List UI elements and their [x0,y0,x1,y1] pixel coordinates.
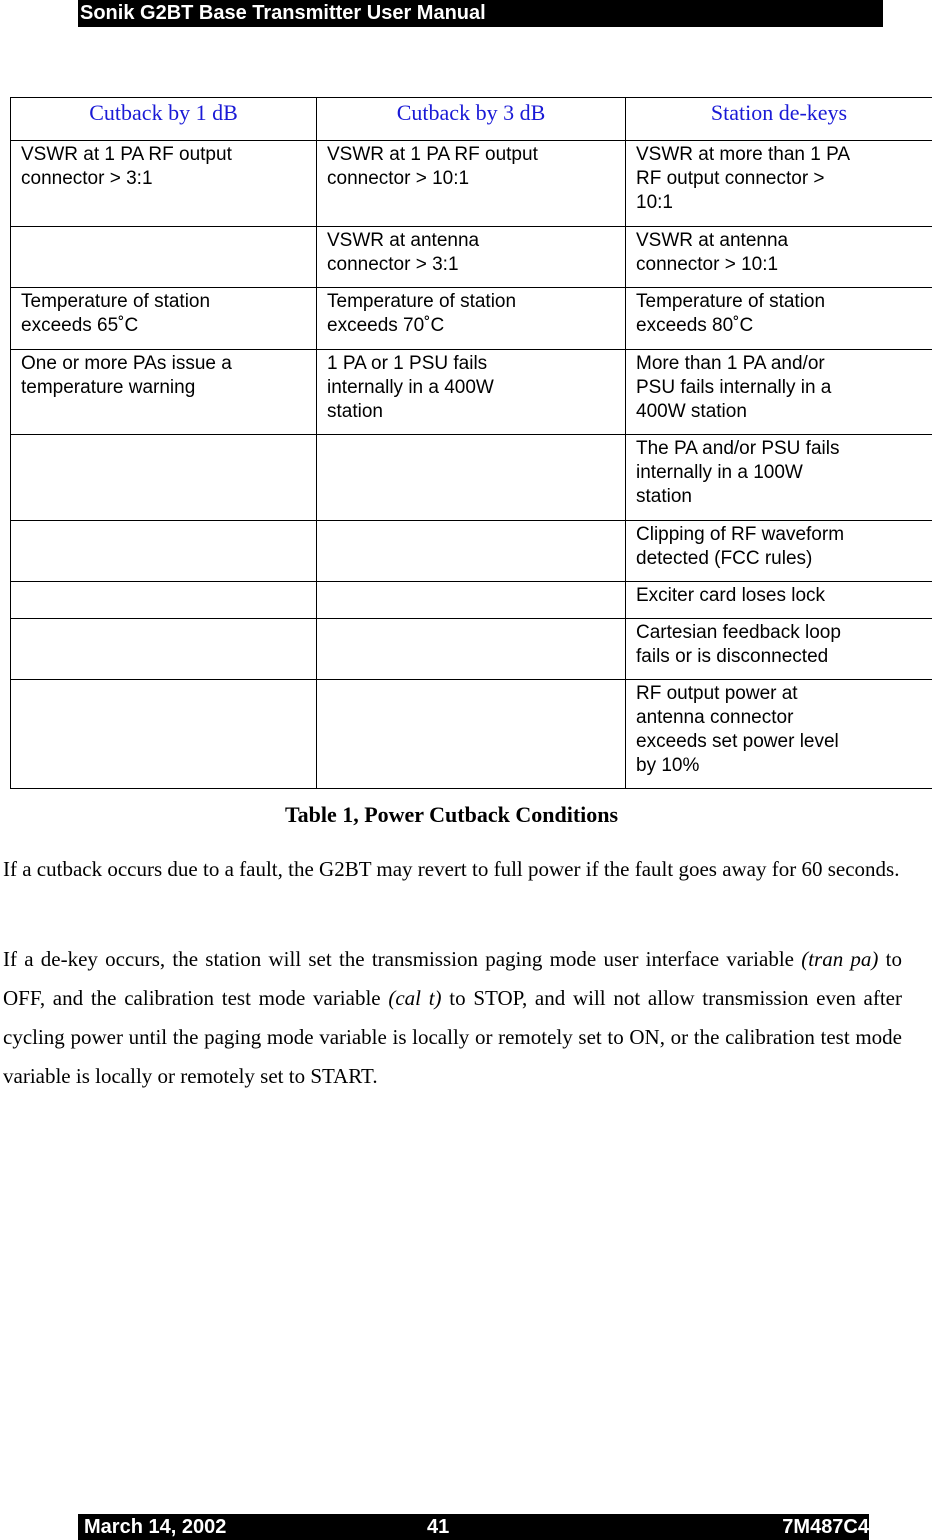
paragraph-dekey-behavior [3,940,902,1096]
variable-cal-t: (cal t) [388,986,442,1010]
table-cell: VSWR at antenna connector > 3:1 [317,227,626,288]
table-row [11,141,932,227]
table-cell: VSWR at more than 1 PA RF output connector > 10:1 [626,141,932,227]
table-cell [317,521,626,582]
table-cell [11,227,317,288]
manual-title: Sonik G2BT Base Transmitter User Manual [80,2,486,24]
table-cell [317,680,626,789]
power-cutback-table [10,97,932,789]
page-number: 41 [427,1516,450,1538]
column-header: Station de-keys [626,98,932,141]
table-cell: One or more PAs issue a temperature warning [11,350,317,435]
table-cell [11,619,317,680]
table-cell: More than 1 PA and/or PSU fails internally in a 400W station [626,350,932,435]
table-cell: The PA and/or PSU fails internally in a 100W station [626,435,932,521]
table-cell: Temperature of station exceeds 80˚C [626,288,932,350]
table-cell [11,582,317,619]
table-cell: Temperature of station exceeds 70˚C [317,288,626,350]
variable-tran-pa: (tran pa) [801,947,879,971]
table-cell [317,582,626,619]
document-id: 7M487C4 [782,1516,869,1538]
table-cell: VSWR at antenna connector > 10:1 [626,227,932,288]
table-row [11,582,932,619]
table-caption: Table 1, Power Cutback Conditions [284,802,619,827]
table-cell: Cartesian feedback loop fails or is disconnected [626,619,932,680]
table-row [11,350,932,435]
paragraph-text: to OFF, and the calibration test mode variable [3,947,902,1010]
table-cell: VSWR at 1 PA RF output connector > 10:1 [317,141,626,227]
table-row [11,435,932,521]
table-row [11,680,932,789]
table-row [11,619,932,680]
footer-date: March 14, 2002 [84,1516,227,1538]
table-cell: VSWR at 1 PA RF output connector > 3:1 [11,141,317,227]
paragraph-text: If a de-key occurs, the station will set the transmission paging mode user interface variable [3,947,802,971]
table-cell [11,435,317,521]
table-cell: Temperature of station exceeds 65˚C [11,288,317,350]
paragraph-text: to STOP, and will not allow transmission even after cycling power until the paging mode variable is locally or remotely set to ON, or the calibration test mode variable is locally or remotely set to START. [3,986,902,1088]
paragraph-cutback-recovery: If a cutback occurs due to a fault, the G2BT may revert to full power if the fault goes away for 60 seconds. [3,857,900,881]
footer-bar [78,1514,869,1540]
table-row [11,521,932,582]
table-cell [317,619,626,680]
table-row [11,288,932,350]
table-cell [11,521,317,582]
header-bar [78,0,883,27]
table-cell: Clipping of RF waveform detected (FCC rules) [626,521,932,582]
table-cell: Exciter card loses lock [626,582,932,619]
table-cell: RF output power at antenna connector exceeds set power level by 10% [626,680,932,789]
table-cell [11,680,317,789]
column-header: Cutback by 3 dB [317,98,626,141]
table-header-row [11,98,932,141]
column-header: Cutback by 1 dB [11,98,317,141]
table-cell [317,435,626,521]
table-cell: 1 PA or 1 PSU fails internally in a 400W station [317,350,626,435]
table-row [11,227,932,288]
